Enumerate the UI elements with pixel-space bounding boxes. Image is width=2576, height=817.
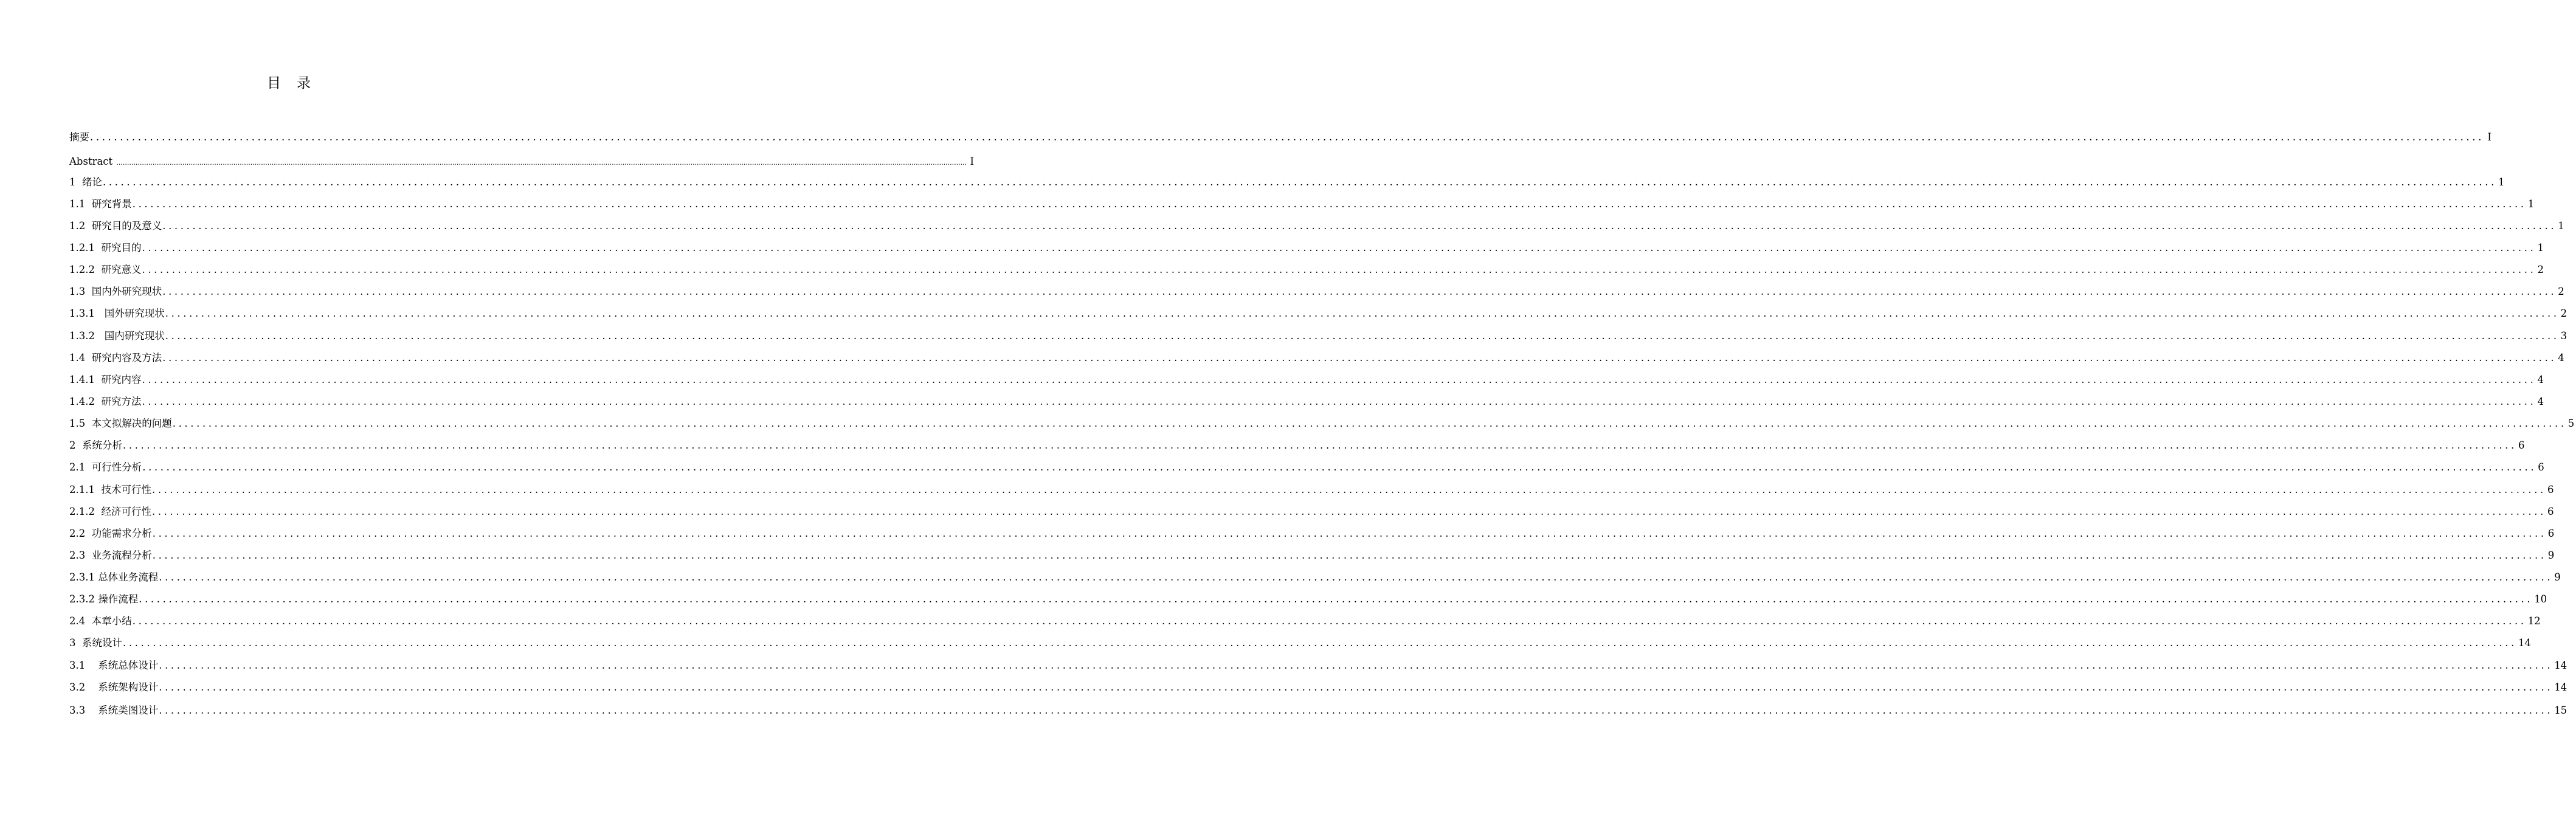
toc-dot-leader: ................................................................................................................................................................................................................................................................................................................................................................................................................	[152, 528, 2547, 539]
toc-entry[interactable]	[69, 636, 2531, 650]
toc-dot-leader: ................................................................................................................................................................................................................................................................................................................................................................................................................	[132, 198, 2527, 210]
toc-dot-leader: ................................................................................................................................................................................................................................................................................................................................................................................................................	[142, 264, 2536, 275]
toc-dot-leader: ................................................................................................................................................................................................................................................................................................................................................................................................................	[165, 308, 2560, 319]
toc-entry-label: 1.3.2 国内研究现状	[69, 330, 165, 342]
toc-entry[interactable]	[69, 614, 2541, 629]
toc-dot-leader: ................................................................................................................................................................................................................................................................................................................................................................................................................	[116, 159, 967, 167]
toc-dot-leader: ................................................................................................................................................................................................................................................................................................................................................................................................................	[123, 440, 2517, 451]
toc-entry-label: 1.2.1 研究目的	[69, 242, 142, 253]
toc-entry-label: 3 系统设计	[69, 637, 122, 649]
toc-dot-leader: ................................................................................................................................................................................................................................................................................................................................................................................................................	[162, 352, 2557, 364]
toc-entry-label: Abstract	[69, 156, 116, 167]
toc-entry-label: 1.4.2 研究方法	[69, 396, 142, 407]
toc-dot-leader: ................................................................................................................................................................................................................................................................................................................................................................................................................	[103, 176, 2497, 188]
toc-entry[interactable]	[69, 241, 2544, 255]
toc-entry[interactable]	[69, 395, 2544, 409]
toc-dot-leader: ................................................................................................................................................................................................................................................................................................................................................................................................................	[123, 637, 2517, 649]
toc-dot-leader: ................................................................................................................................................................................................................................................................................................................................................................................................................	[132, 615, 2527, 627]
toc-entry-label: 2.1.1 技术可行性	[69, 484, 151, 495]
toc-entry[interactable]	[69, 197, 2535, 212]
toc-dot-leader: ................................................................................................................................................................................................................................................................................................................................................................................................................	[159, 705, 2554, 716]
toc-entry-page-number: 1	[2558, 220, 2564, 232]
toc-entry[interactable]	[69, 526, 2555, 541]
toc-entry-page-number: 6	[2547, 484, 2554, 495]
toc-entry-page-number: 14	[2554, 681, 2567, 693]
toc-entry-page-number: 6	[2518, 440, 2525, 451]
toc-entry-page-number: 1	[2498, 176, 2505, 188]
toc-dot-leader: ................................................................................................................................................................................................................................................................................................................................................................................................................	[162, 220, 2557, 232]
page-title-part1: 目	[267, 75, 281, 91]
toc-entry[interactable]	[69, 592, 2547, 607]
toc-entry-page-number: 5	[2567, 418, 2575, 429]
toc-entry[interactable]	[69, 306, 2567, 321]
toc-entry-page-number: 14	[2518, 637, 2531, 649]
toc-entry[interactable]	[69, 175, 2505, 190]
toc-dot-leader: ................................................................................................................................................................................................................................................................................................................................................................................................................	[142, 461, 2537, 473]
toc-entry-label: 1.1 研究背景	[69, 198, 132, 210]
toc-entry-page-number: 3	[2560, 330, 2567, 342]
toc-entry-page-number: 6	[2538, 461, 2544, 473]
toc-entry-page-number: I	[2487, 131, 2491, 143]
toc-entry-label: 2.4 本章小结	[69, 615, 132, 627]
toc-entry[interactable]	[69, 263, 2544, 277]
toc-entry-label: 1.5 本文拟解决的问题	[69, 418, 172, 429]
toc-entry[interactable]	[69, 329, 2567, 343]
toc-entry-label: 1.2 研究目的及意义	[69, 220, 162, 232]
toc-entry-label: 2.2 功能需求分析	[69, 528, 152, 539]
toc-dot-leader: ................................................................................................................................................................................................................................................................................................................................................................................................................	[152, 550, 2547, 561]
toc-entry[interactable]	[69, 438, 2525, 453]
toc-dot-leader: ................................................................................................................................................................................................................................................................................................................................................................................................................	[142, 396, 2536, 407]
toc-dot-leader: ................................................................................................................................................................................................................................................................................................................................................................................................................	[165, 330, 2560, 342]
toc-entry-page-number: 1	[2537, 242, 2544, 253]
toc-entry[interactable]	[69, 548, 2555, 563]
toc-entry[interactable]	[69, 416, 2575, 431]
toc-entry-page-number: 9	[2547, 550, 2555, 561]
toc-dot-leader: ................................................................................................................................................................................................................................................................................................................................................................................................................	[142, 374, 2536, 385]
toc-entry-label: 1.4 研究内容及方法	[69, 352, 162, 364]
toc-entry-label: 3.3 系统类图设计	[69, 705, 159, 716]
toc-entry[interactable]	[69, 680, 2567, 695]
toc-entry-label: 2.1.2 经济可行性	[69, 506, 151, 517]
toc-dot-leader: ................................................................................................................................................................................................................................................................................................................................................................................................................	[139, 593, 2533, 605]
toc-entry-page-number: 14	[2554, 660, 2567, 671]
toc-entry[interactable]	[69, 130, 2491, 145]
toc-entry[interactable]	[69, 483, 2554, 497]
toc-entry-label: 2.3.1 总体业务流程	[69, 571, 159, 583]
toc-entry-label: 2 系统分析	[69, 440, 122, 451]
toc-entry-label: 2.1 可行性分析	[69, 461, 142, 473]
toc-dot-leader: ................................................................................................................................................................................................................................................................................................................................................................................................................	[172, 418, 2567, 429]
toc-entry[interactable]	[69, 351, 2564, 365]
toc-entry-page-number: 10	[2534, 593, 2547, 605]
toc-dot-leader: ................................................................................................................................................................................................................................................................................................................................................................................................................	[159, 681, 2554, 693]
toc-entry[interactable]	[69, 154, 975, 169]
toc-entry-page-number: 15	[2554, 705, 2567, 716]
toc-entry-label: 2.3.2 操作流程	[69, 593, 139, 605]
toc-entry-page-number: 2	[2537, 264, 2544, 275]
toc-dot-leader: ................................................................................................................................................................................................................................................................................................................................................................................................................	[151, 506, 2546, 517]
toc-entry[interactable]	[69, 219, 2564, 233]
toc-entry-label: 1.3 国内外研究现状	[69, 286, 162, 297]
toc-dot-leader: ................................................................................................................................................................................................................................................................................................................................................................................................................	[162, 286, 2557, 297]
toc-entry-page-number: 4	[2558, 352, 2564, 364]
toc-dot-leader: ................................................................................................................................................................................................................................................................................................................................................................................................................	[159, 571, 2554, 583]
toc-entry-label: 1.3.1 国外研究现状	[69, 308, 165, 319]
toc-entry[interactable]	[69, 570, 2561, 585]
toc-entry-label: 1.4.1 研究内容	[69, 374, 142, 385]
toc-entry-page-number: 1	[2527, 198, 2535, 210]
toc-dot-leader: ................................................................................................................................................................................................................................................................................................................................................................................................................	[142, 242, 2536, 253]
toc-dot-leader: ................................................................................................................................................................................................................................................................................................................................................................................................................	[159, 660, 2554, 671]
toc-entry[interactable]	[69, 658, 2567, 673]
toc-entry-page-number: 6	[2547, 528, 2555, 539]
toc-dot-leader: ................................................................................................................................................................................................................................................................................................................................................................................................................	[90, 131, 2484, 143]
toc-entry-page-number: 4	[2537, 374, 2544, 385]
toc-entry-page-number: 9	[2554, 571, 2561, 583]
toc-entry-label: 2.3 业务流程分析	[69, 550, 152, 561]
toc-entry[interactable]	[69, 284, 2564, 299]
page-title-part2: 录	[297, 75, 311, 91]
toc-entry-label: 1 绪论	[69, 176, 102, 188]
toc-entry[interactable]	[69, 505, 2554, 519]
toc-entry[interactable]	[69, 703, 2567, 718]
toc-entry[interactable]	[69, 460, 2544, 475]
page-title	[0, 74, 578, 92]
toc-entry-page-number: 6	[2547, 506, 2554, 517]
toc-entry-page-number: 4	[2537, 396, 2544, 407]
toc-entry[interactable]	[69, 373, 2544, 387]
toc-dot-leader: ................................................................................................................................................................................................................................................................................................................................................................................................................	[151, 484, 2546, 495]
toc-entry-page-number: 2	[2560, 308, 2567, 319]
toc-entry-label: 摘要	[69, 131, 89, 143]
toc-entry-label: 3.2 系统架构设计	[69, 681, 159, 693]
toc-entry-page-number: 2	[2558, 286, 2564, 297]
toc-entry-page-number: I	[970, 156, 975, 167]
toc-entry-label: 1.2.2 研究意义	[69, 264, 142, 275]
toc-entry-label: 3.1 系统总体设计	[69, 660, 159, 671]
toc-entry-page-number: 12	[2527, 615, 2541, 627]
